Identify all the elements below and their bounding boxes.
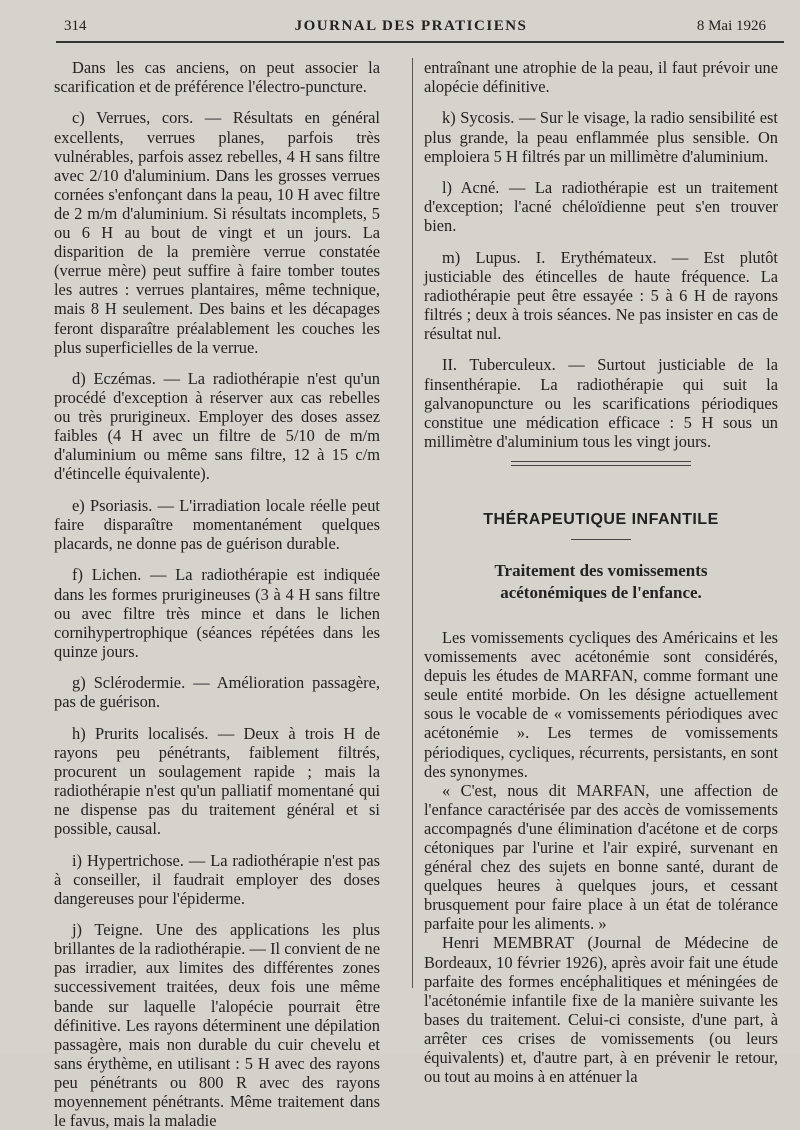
header-rule (56, 41, 784, 43)
paragraph: m) Lupus. I. Erythémateux. — Est plutôt justiciable des étincelles de haute fréquence. La radiothérapie peut être essayée : 5 à 6 H de rayons filtrés ; deux à trois séances. Ne pas insister en cas de résultat nul. (424, 247, 778, 344)
paragraph: g) Sclérodermie. — Amélioration passagère, pas de guérison. (54, 673, 380, 712)
page-header (56, 14, 766, 40)
paragraph: II. Tuberculeux. — Surtout justiciable de la finsenthérapie. La radiothérapie qui suit la galvanopuncture ou les scarifications périodiques constitue une médication efficace : 5 H sous un millimètre d'aluminium tous les vingt jours. (424, 355, 778, 451)
paragraph: i) Hypertrichose. — La radiothérapie n'est pas à conseiller, il faudrait employer des doses dangereuses pour l'épiderme. (54, 850, 380, 908)
article-title-line-2: acétonémiques de l'enfance. (500, 582, 702, 602)
article-title-line-1: Traitement des vomissements (494, 560, 708, 580)
page-number: 314 (64, 18, 87, 34)
section-rule (571, 539, 631, 540)
left-column (54, 58, 380, 1130)
paragraph: h) Prurits localisés. — Deux à trois H de rayons peu pénétrants, faiblement filtrés, procurent un soulagement rapide ; mais la radiothérapie n'est qu'un palliatif momentané qui ne dispense pas du traitement général et si possible, causal. (54, 723, 380, 839)
right-column (424, 58, 778, 1086)
paragraph: f) Lichen. — La radiothérapie est indiquée dans les formes prurigineuses (3 à 4 H sans filtre ou avec filtre très mince et dans le lichen cornihypertrophique (séances répétées dans les quinze jours. (54, 565, 380, 661)
paragraph: « C'est, nous dit MARFAN, une affection de l'enfance caractérisée par des accès de vomissements accompagnés d'une élimination d'acétone et de corps cétoniques par l'urine et l'air expiré, survenant en général chez des sujets en bonne santé, durant de quelques heures à quelques jours, et cessant brusquement pour faire place à un état de tolérance parfaite pour les aliments. » (424, 780, 778, 934)
paragraph: e) Psoriasis. — L'irradiation locale réelle peut faire disparaître momentanément quelques placards, ne donne pas de guérison durable. (54, 495, 380, 554)
separator-rule (511, 461, 691, 466)
issue-date: 8 Mai 1926 (696, 18, 766, 34)
paragraph: d) Eczémas. — La radiothérapie n'est qu'un procédé d'exception à réserver aux cas rebelles ou très prurigineux. Employer des doses assez faibles (4 H avec un filtre de 5/10 de m/m d'aluminium ou même sans filtre, 12 à 15 c/m d'étincelle équivalente). (54, 369, 380, 484)
paragraph: entraînant une atrophie de la peau, il faut prévoir une alopécie définitive. (424, 58, 778, 97)
paragraph: c) Verrues, cors. — Résultats en général excellents, verrues planes, parfois très vulnérables, parfois assez rebelles, 4 H sans filtre avec 2/10 d'aluminium. Dans les grosses verrues cornées s'enfonçant dans la peau, 10 H avec filtre de 2 m/m d'aluminium. Si résultats incomplets, 5 ou 6 H au bout de vingt et un jours. La disparition de la première verrue constatée (verrue mère) peut suffire à faire tomber toutes les autres : verrues plantaires, même technique, mais 8 H seulement. Des bains et les décapages feront disparaître préalablement les couches les plus superficielles de la verrue. (54, 108, 380, 357)
paragraph: Les vomissements cycliques des Américains et les vomissements avec acétonémie sont considérés, depuis les études de MARFAN, comme formant une seule entité morbide. On les désigne actuellement sous le vocable de « vomissements périodiques avec acétonémie ». Les termes de vomissements périodiques, cycliques, récurrents, persistants, en sont des synonymes. (424, 627, 778, 781)
journal-title: JOURNAL DES PRATICIENS (294, 18, 528, 34)
section-title: THÉRAPEUTIQUE INFANTILE (483, 510, 719, 528)
paragraph: j) Teigne. Une des applications les plus brillantes de la radiothérapie. — Il convient de ne pas irradier, aux limites des différentes zones successivement traitées, deux fois une même bande sur laquelle l'alopécie pourrait être définitive. Les rayons déterminent une dépilation passagère, mais non durable du cuir chevelu et sans érythème, en utilisant : 5 H avec des rayons peu pénétrants ou 800 R avec des rayons moyennement pénétrants. Même traitement dans le favus, mais la maladie (54, 920, 380, 1130)
paragraph: k) Sycosis. — Sur le visage, la radio sensibilité est plus grande, la peau enflammée plus sensible. On emploiera 5 H filtrés par un millimètre d'aluminium. (424, 108, 778, 166)
paragraph: Dans les cas anciens, on peut associer la scarification et de préférence l'électro-puncture. (54, 58, 380, 97)
paragraph: l) Acné. — La radiothérapie est un traitement d'exception; l'acné chéloïdienne peut s'en trouver bien. (424, 178, 778, 236)
paragraph: Henri MEMBRAT (Journal de Médecine de Bordeaux, 10 février 1926), après avoir fait une étude parfaite des formes encéphalitiques et méningées de l'acétonémie infantile fixe de la manière suivante les bases du traitement. Celui-ci consiste, d'une part, à arrêter ces crises de vomissements (ou leurs équivalents) et, d'autre part, à en prévenir le retour, ou tout au moins à en atténuer la (424, 933, 778, 1087)
column-divider (412, 58, 413, 988)
article-title (424, 560, 778, 604)
